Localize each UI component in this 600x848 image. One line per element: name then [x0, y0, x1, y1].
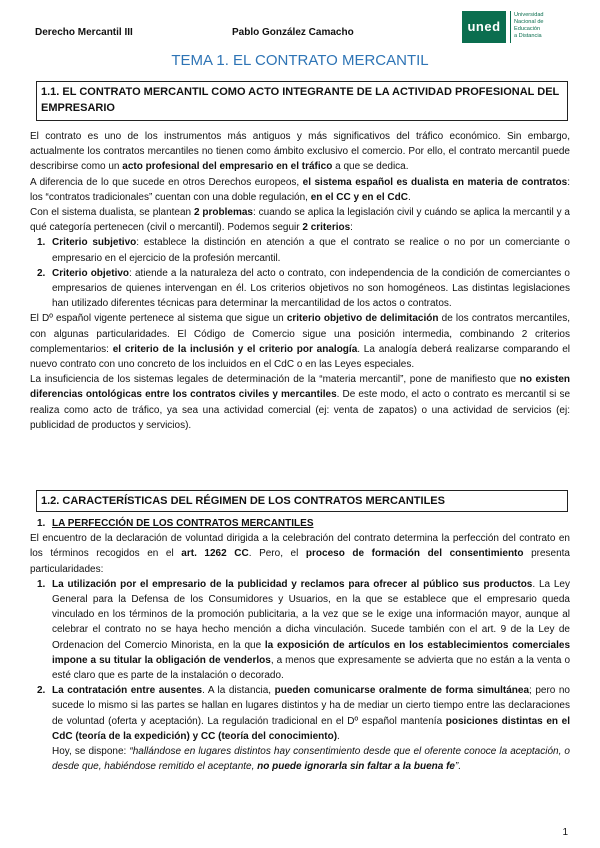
header-author: Pablo González Camacho — [232, 27, 354, 38]
section-2-body — [30, 516, 570, 774]
list-item: 1. La utilización por el empresario de la publicidad y reclamos para ofrecer al público sus productos. La Ley General para la Defensa de los Consumidores y Usuarios, en la que se establece que el empresario queda vinculado en los términos de la promoción publicitaria, a la vez que se le exige una información mayor, aunque al celebrar el contrato no se haya hecho mención a dicha vinculación. Sucede también con el art. 9 de la Ley de Ordenacion del Comercio Minorista, en la que la exposición de artículos en los establecimientos comerciales impone a su titular la obligación de venderlos, a menos que expresamente se advierta que no están a la venta o esté claro que es parte de la instalación o decorado. — [37, 578, 571, 682]
paragraph: Con el sistema dualista, se plantean 2 problemas: cuando se aplica la legislación civil y cuándo se aplica la mercantil y a qué categoría pertenecen (civil o mercantil). Podemos seguir 2 criterios: — [30, 207, 570, 234]
paragraph: El contrato es uno de los instrumentos más antiguos y más significativos del tráfico económico. Sin embargo, actualmente los contratos mercantiles no tienen como ámbito exclusivo el comercio. Por ello, el contrato mercantil puede describirse como un acto profesional del empresario en el tráfico a que se dedica. — [30, 131, 570, 173]
logo-line-1: Universidad — [514, 12, 544, 18]
subsection-title: 1. LA PERFECCIÓN DE LOS CONTRATOS MERCANTILES — [37, 518, 314, 529]
logo-line-4: a Distancia — [514, 33, 542, 39]
logo-line-3: Educación — [514, 26, 541, 32]
paragraph: Hoy, se dispone: “hallándose en lugares distintos hay consentimiento desde que el oferente conoce la aceptación, o desde que, habiéndose remitido el aceptante, no puede ignorarla sin faltar a la buena fe”. — [52, 746, 570, 773]
paragraph: El Dº español vigente pertenece al sistema que sigue un criterio objetivo de delimitación de los contratos mercantiles, con algunas particularidades. El Código de Comercio sigue una posición intermedia, combinando 2 criterios complementarios: el criterio de la inclusión y el criterio por analogía. La analogía deberá realizarse comparando el nuevo contrato con uno concreto de los incluidos en el CdC o en las Leyes especiales. — [30, 313, 570, 371]
logo-line-2: Nacional de — [514, 19, 544, 25]
logo-text — [514, 12, 582, 40]
header-course: Derecho Mercantil III — [35, 27, 133, 38]
criteria-list — [30, 235, 570, 311]
logo-divider — [510, 11, 511, 43]
list-item: 2. Criterio objetivo: atiende a la naturaleza del acto o contrato, con independencia de la condición de comerciantes o empresarios de quienes intervengan en él. Los criterios objetivos no son homogéneos. Las distintas legislaciones han utilizado diferentes técnicas para determinar la mercantilidad de los actos o contratos. — [37, 267, 570, 310]
section-heading-1-2: 1.2. CARACTERÍSTICAS DEL RÉGIMEN DE LOS CONTRATOS MERCANTILES — [36, 490, 568, 512]
paragraph: El encuentro de la declaración de voluntad dirigida a la celebración del contrato determina la perfección del contrato en los términos recogidos en el art. 1262 CC. Pero, el proceso de formación del consentimiento presenta particularidades: — [30, 533, 570, 575]
paragraph: La insuficiencia de los sistemas legales de determinación de la “materia mercantil”, pone de manifiesto que no existen diferencias ontológicas entre los contratos civiles y mercantiles. De este modo, el acto o contrato es mercantil si se realiza como acto de tráfico, ya sea una actividad comercial (ej: venta de zapatos) o una actividad de servicios (ej: publicidad de productos y servicios). — [30, 374, 571, 431]
paragraph: A diferencia de lo que sucede en otros Derechos europeos, el sistema español es dualista en materia de contratos: los “contratos tradicionales” cuentan con una doble regulación, en el CC y en el CdC. — [30, 176, 570, 203]
uned-logo — [462, 7, 582, 47]
list-item: 1. Criterio subjetivo: establece la distinción en atención a que el contrato se realice o no por un comerciante o empresario en el ejercicio de la profesión mercantil. — [37, 237, 570, 264]
list-item: 2. La contratación entre ausentes. A la distancia, pueden comunicarse oralmente de forma simultánea; pero no sucede lo mismo si las partes se hallan en lugares distintos y ha de mediar un cierto tiempo entre las declaraciones de voluntad (oferta y aceptación). La regulación tradicional en el Dº español mantenía posiciones distintas en el CdC (teoría de la expedición) y CC (teoría del conocimiento). — [37, 685, 570, 742]
section-heading-1-1: 1.1. EL CONTRATO MERCANTIL COMO ACTO INTEGRANTE DE LA ACTIVIDAD PROFESIONAL DEL EMPRESARIO — [36, 81, 568, 121]
section-1-body — [30, 129, 570, 433]
formation-list — [30, 577, 570, 744]
page-title: TEMA 1. EL CONTRATO MERCANTIL — [171, 52, 429, 69]
logo-wordmark: uned — [462, 11, 506, 43]
page-number: 1 — [562, 827, 568, 838]
